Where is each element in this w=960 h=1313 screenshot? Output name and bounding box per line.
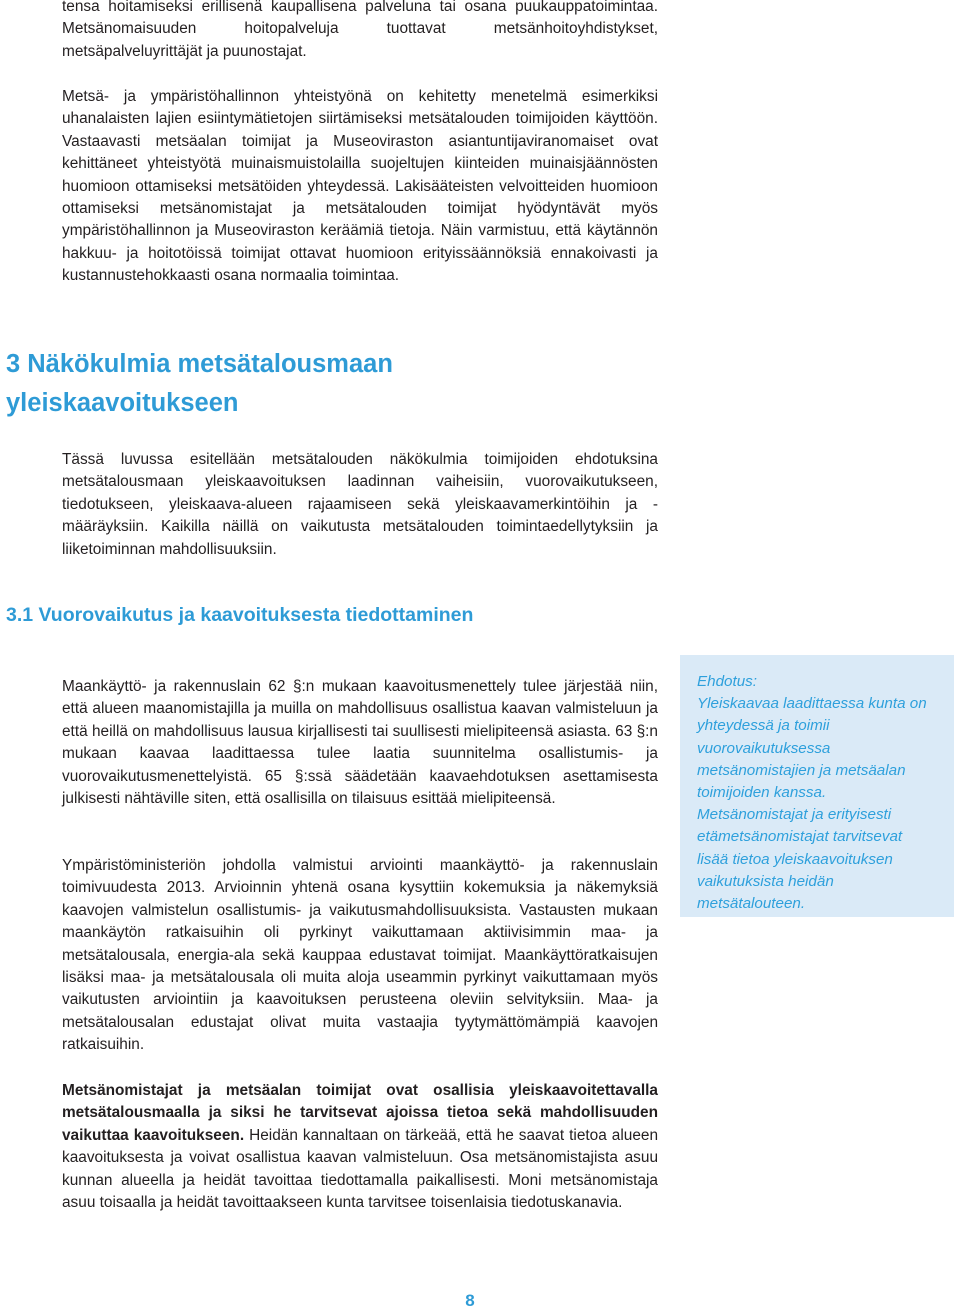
- section-3-1-heading: 3.1 Vuorovaikutus ja kaavoituksesta tiedottaminen: [6, 604, 474, 626]
- section-3-1-paragraph-3: [62, 1080, 658, 1214]
- section-3-1-paragraph-2: Ympäristöministeriön johdolla valmistui arviointi maankäyttö- ja rakennuslain toimivuudesta 2013. Arvioinnin yhtenä osana kysyttiin kokemuksia ja näkemyksiä kaavojen valmistelun osallistumis- ja vaikutusmahdollisuuksista. Vastausten mukaan maankäytön ratkaisuihin oli pyrkinyt vaikuttamaan aktiivisimmin maa- ja metsätalousala, energia-ala sekä kauppaa edustavat toimijat. Maankäyttöratkaisujen lisäksi maa- ja metsätalousala oli muita aloja useammin pyrkinyt vaikuttamaan myös vaikutusten arviointiin ja kaavoituksen perusteena oleviin selvityksiin. Maa- ja metsätalousalan edustajat olivat muita vastaajia tyytymättömämpiä kaavojen ratkaisuihin.: [62, 857, 658, 1054]
- section-3-heading: [6, 345, 393, 423]
- proposal-box: [680, 655, 954, 917]
- section-3-1-paragraph-3-bold: Metsänomistajat ja metsäalan toimijat ovat osallisia yleiskaavoitettavalla metsätalousmaalla ja siksi he tarvitsevat ajoissa tietoa sekä mahdollisuuden vaikuttaa kaavoitukseen.: [62, 1082, 658, 1144]
- section-3-paragraph: Tässä luvussa esitellään metsätalouden näkökulmia toimijoiden ehdotuksina metsätalousmaan yleiskaavoituksen laadinnan vaiheisiin, vuorovaikutukseen, tiedotukseen, yleiskaava-alueen rajaamiseen sekä yleiskaavamerkintöihin ja -määräyksiin. Kaikilla näillä on vaikutusta metsätalouden toimintaedellytyksiin ja liiketoiminnan mahdollisuuksiin.: [62, 451, 658, 558]
- intro-paragraph-2: Metsä- ja ympäristöhallinnon yhteistyönä on kehitetty menetelmä esimerkiksi uhanalaisten lajien esiintymätietojen siirtämiseksi metsätalouden toimijoiden käyttöön. Vastaavasti metsäalan toimijat ja Museoviraston asiantuntijaviranomaiset ovat kehittäneet yhteistyötä muinaismuistolailla suojeltujen kiinteiden muinaisjäännösten huomioon ottamiseksi metsätöiden yhteydessä. Lakisääteisten velvoitteiden huomioon ottamiseksi metsänomistajat ja metsätalouden toimijat hyödyntävät myös ympäristöhallinnon ja Museoviraston keräämiä tietoja. Näin varmistuu, että käytännön hakkuu- ja hoitotöissä toimijat ottavat huomioon erityissäännöksiä ennakoivasti ja kustannustehokkaasti osana normaalia toimintaa.: [62, 88, 658, 285]
- intro-paragraph-1: tensa hoitamiseksi erillisenä kaupallisena palveluna tai osana puukauppatoimintaa. Metsänomaisuuden hoitopalveluja tuottavat metsänhoitoyhdistykset, metsäpalveluyrittäjät ja puunostajat.: [62, 0, 658, 60]
- section-3-heading-line-2: yleiskaavoitukseen: [6, 389, 239, 417]
- section-3-1-paragraph-1: Maankäyttö- ja rakennuslain 62 §:n mukaan kaavoitusmenettely tulee järjestää niin, että alueen maanomistajilla ja muilla on mahdollisuus osallistua kaavan valmisteluun ja että heillä on mahdollisuus lausua kirjallisesti tai suullisesti mielipiteensä asiasta. 63 §:n mukaan kaavaa laadittaessa tulee laatia suunnitelma osallistumis- ja vuorovaikutusmenettelyistä. 65 §:ssä säädetään kaavaehdotuksen asettamisesta julkisesti nähtäville siten, että osallisilla on tilaisuus esittää mielipiteensä.: [62, 678, 658, 808]
- proposal-text: Yleiskaavaa laadittaessa kunta on yhteydessä ja toimii vuorovaikutuksessa metsänomistajien ja metsäalan toimijoiden kanssa. Metsänomistajat ja erityisesti etämetsänomistajat tarvitsevat lisää tietoa yleiskaavoituksen vaikutuksista heidän metsätalouteen.: [697, 695, 927, 913]
- section-3-heading-line-1: 3 Näkökulmia metsätalousmaan: [6, 350, 393, 378]
- proposal-label: Ehdotus:: [697, 673, 757, 690]
- section-3-1-paragraph-3-rest: Heidän kannaltaan on tärkeää, että he saavat tietoa alueen kaavoituksesta ja voivat osallistua kaavan valmisteluun. Osa metsänomistajista asuu kunnan alueella ja heidät tavoittaa tiedottamalla paikallisesti. Moni metsänomistaja asuu toisaalla ja heidät tavoittaakseen kunta tarvitsee toisenlaisia tiedotuskanavia.: [62, 1126, 658, 1212]
- page-number: 8: [465, 1291, 475, 1310]
